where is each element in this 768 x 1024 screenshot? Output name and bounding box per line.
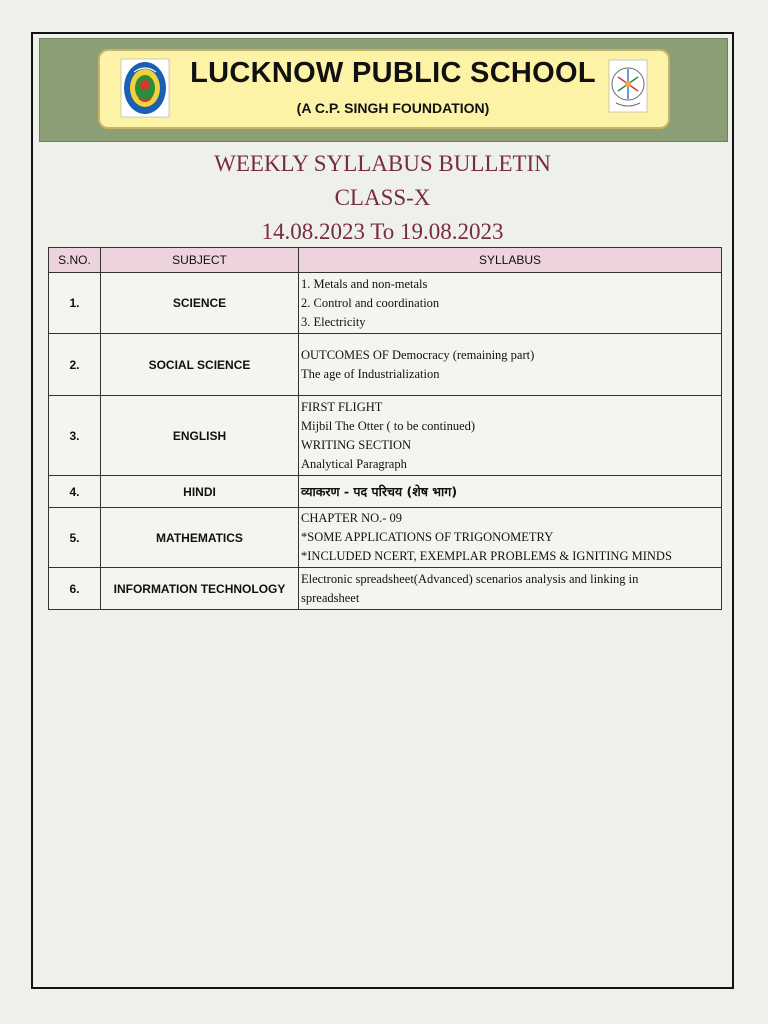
row-syllabus <box>299 476 722 508</box>
row-subject: HINDI <box>101 476 299 508</box>
header-sno: S.NO. <box>49 248 101 273</box>
row-syllabus <box>299 273 722 334</box>
table-header-row <box>49 248 722 273</box>
bulletin-date-range: 14.08.2023 To 19.08.2023 <box>261 219 504 244</box>
header-band <box>39 38 728 142</box>
table-row <box>49 508 722 568</box>
school-name: LUCKNOW PUBLIC SCHOOL <box>190 57 596 89</box>
table-row <box>49 334 722 396</box>
syllabus-line: व्याकरण - पद परिचय (शेष भाग) <box>301 484 458 499</box>
row-sno: 2. <box>49 334 101 396</box>
row-sno: 4. <box>49 476 101 508</box>
table-row <box>49 396 722 476</box>
table-row <box>49 476 722 508</box>
table-row <box>49 568 722 610</box>
row-subject: SOCIAL SCIENCE <box>101 334 299 396</box>
row-sno: 1. <box>49 273 101 334</box>
row-syllabus <box>299 396 722 476</box>
foundation-emblem-logo-icon <box>608 59 648 113</box>
syllabus-table <box>48 247 722 610</box>
syllabus-line: Electronic spreadsheet(Advanced) scenarios analysis and linking in <box>301 571 639 586</box>
syllabus-line: OUTCOMES OF Democracy (remaining part) <box>301 347 535 362</box>
syllabus-line: *SOME APPLICATIONS OF TRIGONOMETRY <box>301 530 554 544</box>
syllabus-line: Analytical Paragraph <box>301 456 407 471</box>
syllabus-line: 1. Metals and non-metals <box>301 276 428 291</box>
table-row <box>49 273 722 334</box>
row-subject: ENGLISH <box>101 396 299 476</box>
header-banner <box>98 49 670 129</box>
school-crest-logo-icon <box>120 58 170 118</box>
foundation-subtitle: (A C.P. SINGH FOUNDATION) <box>296 100 490 116</box>
row-sno: 6. <box>49 568 101 610</box>
row-syllabus <box>299 568 722 610</box>
row-subject: INFORMATION TECHNOLOGY <box>101 568 299 610</box>
page-frame <box>31 32 734 989</box>
bulletin-title: WEEKLY SYLLABUS BULLETIN <box>214 151 551 176</box>
row-sno: 3. <box>49 396 101 476</box>
syllabus-line: *INCLUDED NCERT, EXEMPLAR PROBLEMS & IGNITING MINDS <box>301 549 672 563</box>
syllabus-line: 2. Control and coordination <box>301 295 440 310</box>
syllabus-line: WRITING SECTION <box>301 437 412 452</box>
row-syllabus <box>299 508 722 568</box>
row-subject: MATHEMATICS <box>101 508 299 568</box>
syllabus-line: The age of Industrialization <box>301 366 440 381</box>
syllabus-line: Mijbil The Otter ( to be continued) <box>301 418 476 433</box>
row-subject: SCIENCE <box>101 273 299 334</box>
syllabus-line: spreadsheet <box>301 590 360 605</box>
row-sno: 5. <box>49 508 101 568</box>
syllabus-line: FIRST FLIGHT <box>301 399 383 414</box>
bulletin-title-block <box>33 147 732 249</box>
syllabus-line: CHAPTER NO.- 09 <box>301 511 403 525</box>
bulletin-class: CLASS-X <box>334 185 431 210</box>
header-syllabus: SYLLABUS <box>299 248 722 273</box>
header-subject: SUBJECT <box>101 248 299 273</box>
row-syllabus <box>299 334 722 396</box>
syllabus-line: 3. Electricity <box>301 314 366 329</box>
